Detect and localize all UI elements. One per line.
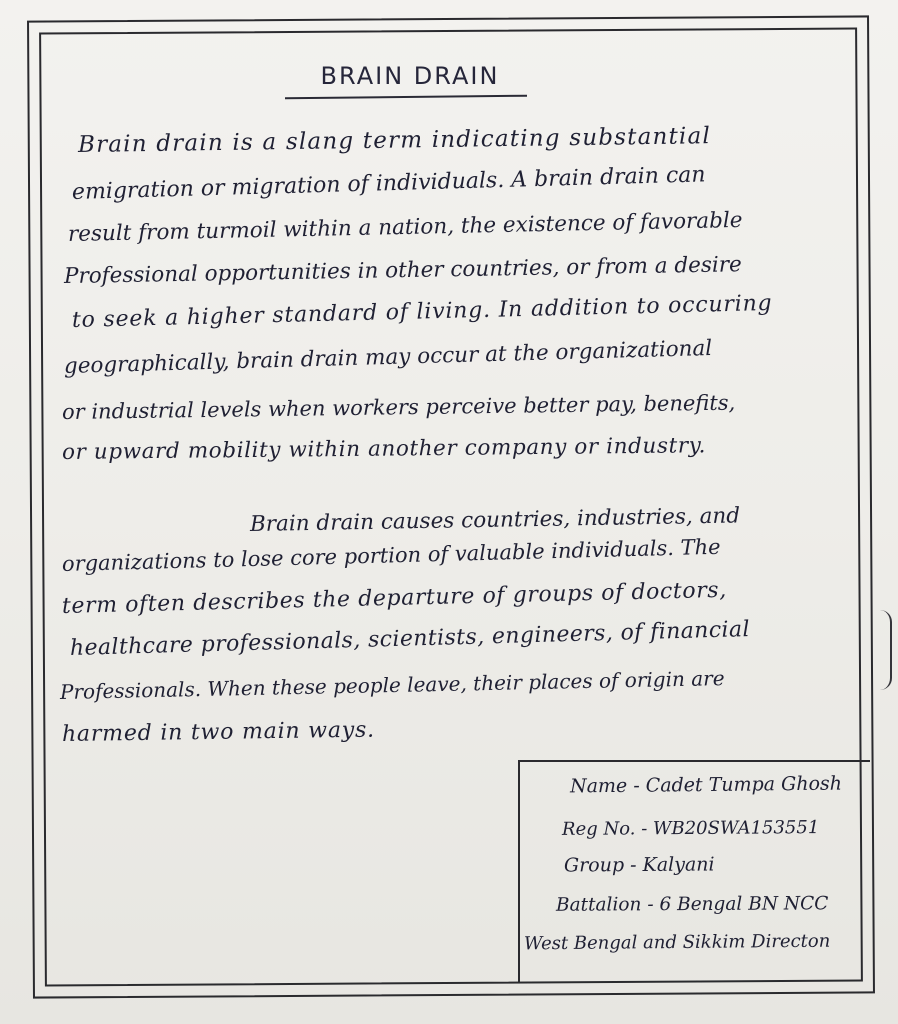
text-line: harmed in two main ways.	[61, 717, 376, 747]
text-line: or upward mobility within another company or industry.	[61, 433, 707, 465]
text-line: Professional opportunities in other countries, or from a desire	[63, 252, 742, 289]
text-line: emigration or migration of individuals. A brain drain can	[71, 162, 706, 205]
text-line: or industrial levels when workers perceive better pay, benefits,	[61, 390, 736, 424]
text-line: geographically, brain drain may occur at the organizational	[63, 335, 713, 379]
text-line: to seek a higher standard of living. In addition to occuring	[71, 290, 773, 333]
signature-box	[518, 760, 870, 982]
text-line: Brain drain is a slang term indicating substantial	[77, 123, 712, 158]
text-line: term often describes the departure of groups of doctors,	[61, 577, 728, 619]
text-line: healthcare professionals, scientists, engineers, of financial	[69, 617, 751, 661]
page-title: BRAIN DRAIN	[320, 62, 500, 90]
text-line: Professionals. When these people leave, their places of origin are	[59, 666, 725, 704]
signature-reg-no: Reg No. - WB20SWA153551	[561, 817, 820, 840]
text-line: result from turmoil within a nation, the existence of favorable	[67, 207, 743, 247]
signature-directorate: West Bengal and Sikkim Directon	[523, 930, 831, 955]
signature-group: Group - Kalyani	[563, 853, 715, 877]
text-line: Brain drain causes countries, industries, and	[249, 503, 741, 537]
margin-mark	[880, 610, 892, 690]
text-line: organizations to lose core portion of valuable individuals. The	[61, 534, 721, 576]
signature-name: Name - Cadet Tumpa Ghosh	[569, 772, 843, 798]
signature-battalion: Battalion - 6 Bengal BN NCC	[555, 893, 829, 916]
